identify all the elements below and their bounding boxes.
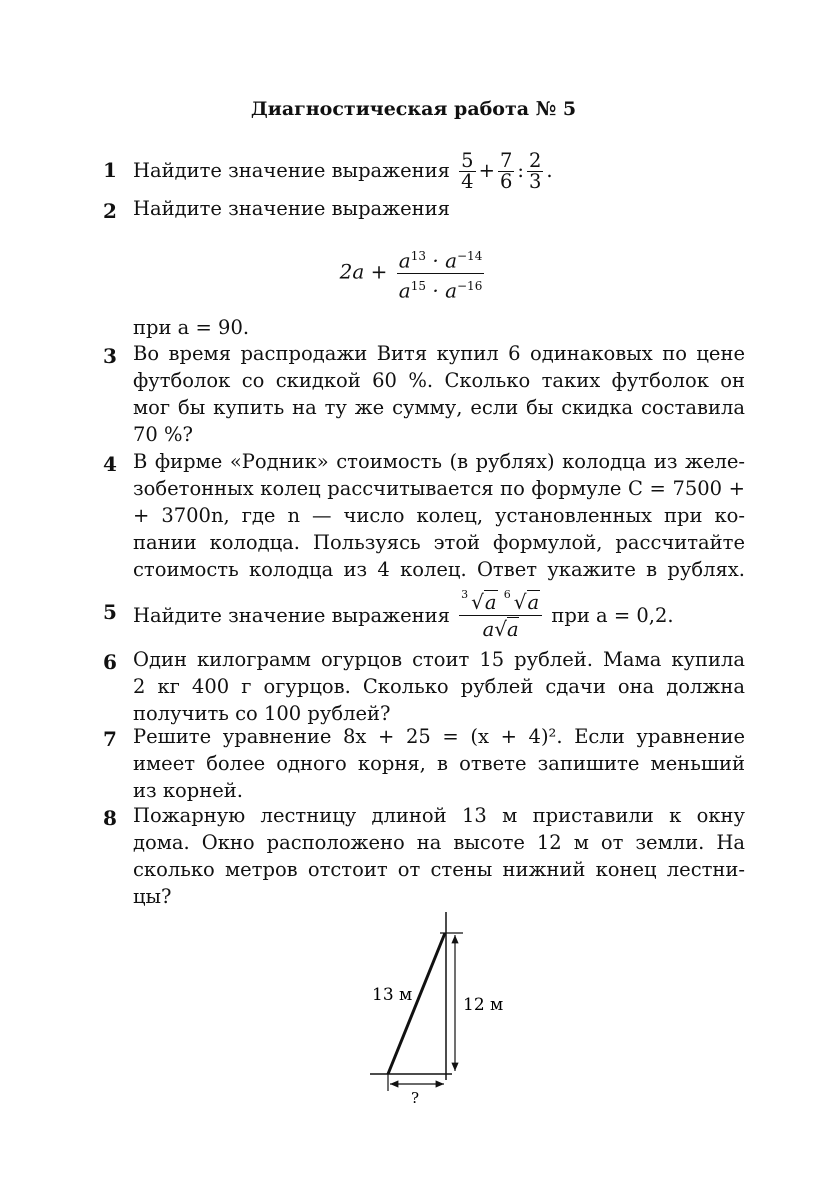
task-3-line: футболок со скидкой 60 %. Сколько таких футболок он	[133, 369, 745, 392]
numerator	[459, 590, 542, 616]
task-3-line: мог бы купить на ту же сумму, если бы скидка составила	[133, 396, 745, 419]
task-number: 1	[103, 158, 117, 182]
height-label: 12 м	[463, 995, 504, 1015]
task-7-line: имеет более одного корня, в ответе запишите меньший	[133, 752, 745, 775]
task-4-line: В фирме «Родник» стоимость (в рублях) колодца из желе-	[133, 450, 745, 473]
numerator: 2	[528, 149, 542, 172]
denominator: $a^{15} \cdot a^{-16}$	[398, 278, 483, 303]
denominator: 6	[499, 170, 513, 193]
task-6-line: Один килограмм огурцов стоит 15 рублей. Мама купила	[133, 648, 745, 671]
denominator: 3	[528, 170, 542, 193]
task-8-line: Пожарную лестницу длиной 13 м приставили к окну	[133, 804, 745, 827]
task-number: 2	[103, 199, 117, 223]
operator: +	[478, 159, 495, 182]
task-7-line: из корней.	[133, 779, 243, 802]
task-text: Найдите значение выражения	[133, 604, 450, 627]
task-4-line: + 3700n, где n — число колец, установленных при ко-	[133, 504, 745, 527]
numerator: 7	[499, 149, 513, 172]
task-condition: при a = 0,2.	[551, 604, 674, 627]
task-3-line: Во время распродажи Витя купил 6 одинаковых по цене	[133, 342, 745, 365]
task-6-line: получить со 100 рублей?	[133, 702, 391, 725]
task-4-line: стоимость колодца из 4 колец. Ответ укажите в рублях.	[133, 558, 745, 581]
task-2-text: Найдите значение выражения	[133, 197, 450, 220]
fraction	[397, 244, 485, 302]
denominator: a√a	[482, 617, 519, 641]
task-8-line: сколько метров отстоит от стены нижний конец лестни-	[133, 858, 745, 881]
task-7-line: Решите уравнение 8x + 25 = (x + 4)². Если уравнение	[133, 725, 745, 748]
denominator: 4	[461, 170, 474, 193]
numerator: $a^{13} \cdot a^{-14}$	[397, 244, 485, 274]
task-number: 7	[103, 727, 117, 751]
period: .	[546, 159, 553, 182]
task-3-line: 70 %?	[133, 423, 193, 446]
ladder-label: 13 м	[372, 985, 413, 1005]
task-2-expression	[0, 244, 827, 302]
task-text: Найдите значение выражения	[133, 159, 450, 182]
task-4-line: зобетонных колец рассчитывается по формуле C = 7500 +	[133, 477, 745, 500]
task-6-line: 2 кг 400 г огурцов. Сколько рублей сдачи она должна	[133, 675, 745, 698]
task-number: 4	[103, 452, 117, 476]
task-5	[133, 590, 745, 643]
fraction	[527, 151, 543, 192]
task-4-line: пании колодца. Пользуясь этой формулой, рассчитайте	[133, 531, 745, 554]
ladder-figure	[0, 908, 827, 1108]
task-number: 6	[103, 650, 117, 674]
numerator: 5	[461, 149, 474, 172]
fraction	[459, 151, 475, 192]
operator: :	[517, 159, 524, 182]
fraction	[459, 590, 542, 643]
task-number: 5	[103, 600, 117, 624]
task-2-condition: при a = 90.	[133, 316, 250, 339]
unknown-label: ?	[411, 1089, 420, 1107]
task-number: 3	[103, 344, 117, 368]
task-1	[133, 151, 745, 192]
task-8-line: дома. Окно расположено на высоте 12 м от земли. На	[133, 831, 745, 854]
fraction	[498, 151, 514, 192]
cube-root: 3 √a	[461, 588, 497, 614]
sixth-root: 6 √a	[503, 588, 540, 614]
task-number: 8	[103, 806, 117, 830]
task-8-line: цы?	[133, 885, 172, 908]
page-title: Диагностическая работа № 5	[250, 98, 577, 120]
expression-lead: 2a +	[339, 259, 388, 284]
